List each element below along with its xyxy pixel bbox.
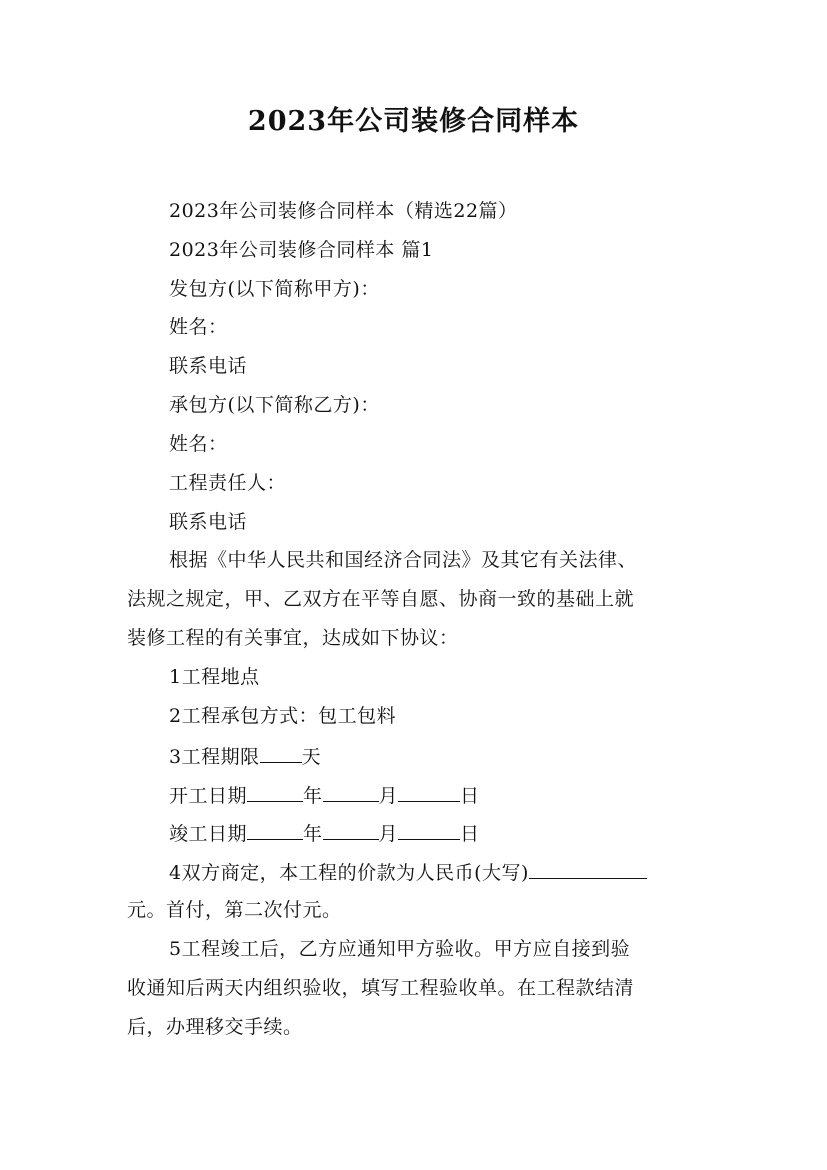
contractor-label: 承包方(以下简称乙方)： xyxy=(169,394,380,416)
end-month-label: 月 xyxy=(378,823,399,845)
project-manager-label: 工程责任人： xyxy=(169,472,287,494)
paragraph-1-line-3: 装修工程的有关事宜，达成如下协议： xyxy=(127,627,459,649)
price-blank xyxy=(529,859,647,879)
clause-5-line-1: 5工程竣工后，乙方应通知甲方验收。甲方应自接到验 xyxy=(169,938,631,960)
clause-4-line-2: 元。首付，第二次付元。 xyxy=(127,899,342,921)
end-date-label: 竣工日期 xyxy=(169,823,248,845)
clause-3-unit: 天 xyxy=(301,746,322,768)
end-year-blank xyxy=(247,820,303,840)
clause-4-text: 4双方商定，本工程的价款为人民币(大写) xyxy=(169,862,529,884)
clause-1: 1工程地点 xyxy=(169,666,260,688)
end-day-label: 日 xyxy=(460,823,480,845)
end-month-blank xyxy=(323,820,379,840)
subtitle: 2023年公司装修合同样本（精选22篇） xyxy=(169,200,518,222)
clause-5-line-3: 后，办理移交手续。 xyxy=(127,1016,303,1038)
end-day-blank xyxy=(398,820,460,840)
contractor-name-label: 姓名： xyxy=(169,433,228,455)
clause-2: 2工程承包方式：包工包料 xyxy=(169,705,397,727)
clause-5-line-2: 收通知后两天内组织验收，填写工程验收单。在工程款结清 xyxy=(127,977,635,999)
document-title: 2023年公司装修合同样本 xyxy=(247,106,580,137)
end-year-label: 年 xyxy=(303,823,323,845)
paragraph-1-line-1: 根据《中华人民共和国经济合同法》及其它有关法律、 xyxy=(169,549,638,571)
employer-label: 发包方(以下简称甲方)： xyxy=(169,278,380,300)
days-blank xyxy=(260,743,302,763)
start-date-line xyxy=(169,782,480,808)
clause-3 xyxy=(169,743,321,769)
start-date-label: 开工日期 xyxy=(169,785,248,807)
employer-phone-label: 联系电话 xyxy=(169,355,248,377)
start-month-blank xyxy=(323,782,379,802)
contractor-phone-label: 联系电话 xyxy=(169,511,248,533)
end-date-line xyxy=(169,820,480,846)
clause-3-text: 3工程期限 xyxy=(169,746,260,768)
paragraph-1-line-2: 法规之规定，甲、乙双方在平等自愿、协商一致的基础上就 xyxy=(127,588,635,610)
start-day-blank xyxy=(398,782,460,802)
start-month-label: 月 xyxy=(378,785,399,807)
start-year-blank xyxy=(247,782,303,802)
start-day-label: 日 xyxy=(460,785,480,807)
section-heading: 2023年公司装修合同样本 篇1 xyxy=(169,239,434,261)
start-year-label: 年 xyxy=(303,785,323,807)
employer-name-label: 姓名： xyxy=(169,316,228,338)
clause-4-line-1 xyxy=(169,859,647,885)
